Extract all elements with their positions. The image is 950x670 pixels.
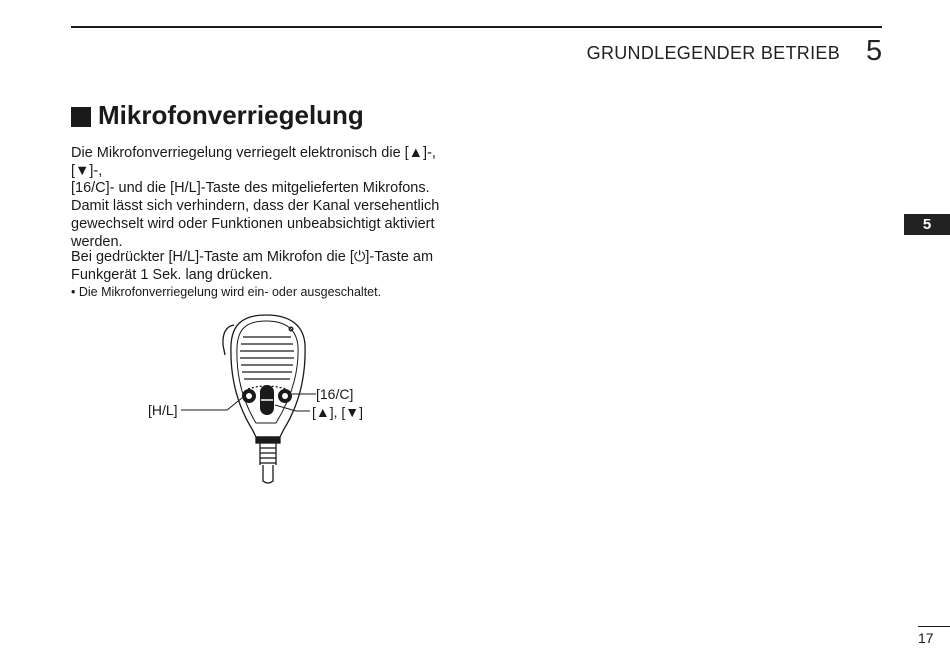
header-rule — [71, 26, 882, 28]
mic-cable — [256, 437, 280, 483]
footer-rule — [918, 626, 950, 627]
text-line: gewechselt wird oder Funktionen unbeabsichtigt aktiviert — [71, 215, 435, 232]
bullet-note: • Die Mikrofonverriegelung wird ein- oder ausgeschaltet. — [71, 285, 382, 299]
text-line: Damit lässt sich verhindern, dass der Kanal versehentlich — [71, 198, 440, 215]
text-line: Bei gedrückter [H/L]-Taste am Mikrofon die [⏻]-Taste am — [71, 249, 434, 265]
arrows-label: [▲], [▼] — [312, 404, 364, 420]
instruction-paragraph — [71, 249, 471, 284]
microphone-drawing — [130, 305, 390, 495]
page-number: 17 — [918, 630, 934, 646]
16c-label: [16/C] — [316, 386, 354, 402]
intro-paragraph — [71, 145, 471, 251]
mic-clip-outline — [223, 325, 234, 355]
section-heading — [71, 100, 364, 131]
chapter-tab-marker: 5 — [904, 214, 950, 235]
text-line: Die Mikrofonverriegelung verriegelt elektronisch die [▲]-, [▼]-, — [71, 145, 436, 179]
text-line: [16/C]- und die [H/L]-Taste des mitgelieferten Mikrofons. — [71, 180, 430, 197]
section-title-text: Mikrofonverriegelung — [98, 100, 364, 130]
text-line: werden. — [71, 233, 123, 250]
chapter-title: GRUNDLEGENDER BETRIEB — [586, 43, 840, 63]
text-line: Funkgerät 1 Sek. lang drücken. — [71, 266, 273, 283]
hl-label: [H/L] — [148, 402, 178, 418]
chapter-number: 5 — [866, 35, 883, 67]
black-square-icon — [71, 107, 91, 127]
microphone-illustration — [130, 305, 390, 495]
